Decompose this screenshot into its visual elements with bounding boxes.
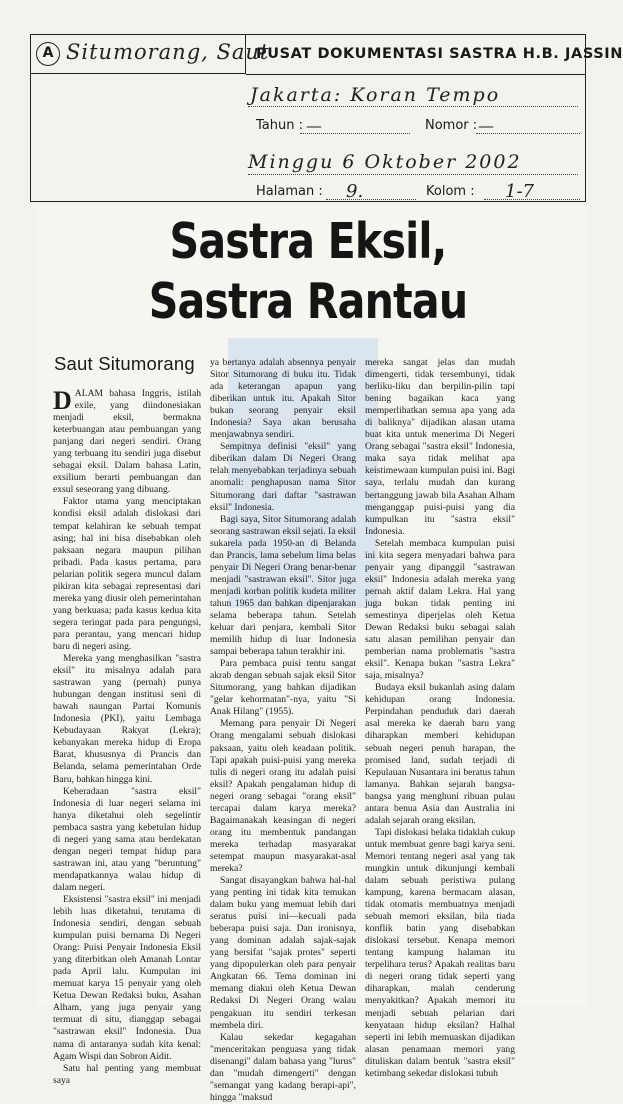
paragraph: Keberadaan "sastra eksil" Indonesia di luar negeri selama ini hanya diketahui oleh segelintir pembaca sastra yang kebetulan hidup di negeri yang sama atau berdekatan dengan negeri tempat hidup para sastrawan ini, atau yang "beruntung" mendapatkannya walau hidup di dalam negeri. <box>53 785 201 893</box>
kolom-rule <box>484 199 580 200</box>
source-rule <box>248 106 578 107</box>
headline-line-2: Sastra Rantau <box>148 273 468 330</box>
halaman-rule <box>326 199 416 200</box>
paragraph: Tapi dislokasi belaka tidaklah cukup untuk membuat genre bagi karya seni. Memori tentang negeri asal yang tak mungkin untuk dikunjungi kembali dalam sebuah peristiwa pulang kampung, karena bermacam alasan, tidak otomatis membuatnya menjadi sebuah memori eksilan, bila tiada konflik batin yang disebabkan dislokasi tersebut. Kenapa memori tentang kampung halaman itu terpelihara terus? Apakah realitas baru di negeri orang tidak seperti yang diharapkan, malah cenderung menyakitkan? Apakah memori itu menjadi sebuah pelarian dari kenyataan hidup eksilan? Halhal seperti ini lebih memuaskan dijadikan alasan penamaan memori yang dituliskan dalam bentuk "sastra eksil" ketimbang sekedar dislokasi tubuh <box>365 826 515 1079</box>
tahun-rule <box>300 133 410 134</box>
kolom-value: 1-7 <box>505 181 534 202</box>
article-column-2 <box>210 357 356 1103</box>
paragraph: Faktor utama yang menciptakan kondisi eksil adalah dislokasi dari tempat kelahiran ke sebuah tempat asing; hal ini bisa disebabkan oleh paksaan negara maupun pilihan pribadi. Pada kasus pertama, para pelarian politik segera muncul dalam pikiran kita sebagai representasi dari mereka yang diusir oleh pemerintahan yang berkuasa; pada kasus kedua kita segera teringat pada para pengungsi, para perantau, yang mencari hidup baru di negeri asing. <box>53 496 201 652</box>
paragraph: Bagi saya, Sitor Situmorang adalah seorang sastrawan eksil sejati. Ia eksil sukarela pada 1950-an di Belanda dan Prancis, lama sebelum lima belas penyair Di Negeri Orang benar-benar menjadi "sastrawan eksil". Sitor juga menjadi korban politik kudeta militer tahun 1965 dan bahkan dipenjarakan selama beberapa tahun. Setelah keluar dari penjara, kembali Sitor memilih hidup di luar Indonesia sampai beberapa tahun terakhir ini. <box>210 513 356 658</box>
archive-title: PUSAT DOKUMENTASI SASTRA H.B. JASSIN <box>256 46 623 62</box>
halaman-value: 9. <box>346 181 364 202</box>
date-rule <box>248 174 578 175</box>
paragraph: Eksistensi "sastra eksil" ini menjadi lebih luas diketahui, terutama di Indonesia sendiri, dengan sebuah kumpulan puisi bernama Di Negeri Orang: Puisi Penyair Indonesia Eksil yang diterbitkan oleh Amanah Lontar pada April lalu. Kumpulan ini memuat karya 15 penyair yang oleh Ketua Dewan Redaksi buku, Asahan Alham, yang juga penyair yang termuat di situ, dianggap sebagai "sastrawan eksil" Indonesia. Dua nama di antaranya sudah kita kenal: Agam Wispi dan Sobron Aidit. <box>53 893 201 1062</box>
paragraph: Kalau sekedar kegagahan "menceritakan penguasa yang tidak disenangi" dalam bahasa yang "lurus" dan "mudah dimengerti" dengan "semangat yang kadang berapi-api", hingga "maksud <box>210 1031 356 1103</box>
header-divider <box>246 74 586 75</box>
nomor-label: Nomor : <box>425 118 478 133</box>
author-handwritten: Situmorang, Saut <box>66 40 270 64</box>
nomor-rule <box>476 133 580 134</box>
source-handwritten: Jakarta: Koran Tempo <box>250 84 501 106</box>
headline-line-1: Sastra Eksil, <box>169 213 447 270</box>
nomor-value: — <box>478 116 494 135</box>
drop-cap: D <box>53 386 72 415</box>
tahun-label: Tahun : <box>256 118 303 133</box>
headline <box>148 212 467 332</box>
article-column-3 <box>365 357 516 1079</box>
paragraph: mereka sangat jelas dan mudah dimengerti, tidak tersembunyi, tidak berliku-liku dan berpilin-pilin tapi bening bagaikan kaca yang memperlihatkan semua apa yang ada di baliknya" dijadikan alasan utama buat kita untuk menerima Di Negeri Orang sebagai "sastra eksil" Indonesia, maka saya tidak melihat apa keistimewaan kumpulan puisi ini. Bagi saya, terlalu mudah dan kurang bertanggung jawab bila Asahan Alham menganggap puisi-puisi yang dia kumpulkan itu "sastra eksil" Indonesia. <box>365 357 516 537</box>
paragraph: Setelah membaca kumpulan puisi ini kita segera menyadari bahwa para penyair yang dipanggil "sastrawan eksil" Indonesia adalah mereka yang pernah aktif dalam Lekra. Hal yang juga bukan tidak penting ini semestinya diperjelas oleh Ketua Dewan Redaksi buku sebagai salah satu alasan pemilihan penyair dan pemberian nama problematis "sastra eksil". Kenapa bukan "sastra Lekra" saja, misalnya? <box>365 537 515 682</box>
paragraph: Satu hal penting yang membuat saya <box>53 1062 201 1086</box>
halaman-label: Halaman : <box>256 184 323 199</box>
category-circle: A <box>36 42 60 66</box>
article-column-1 <box>53 386 201 1086</box>
paragraph: Sempitnya definisi "eksil" yang diberikan dalam Di Negeri Orang telah menyebabkan terjadinya sebuah anomali: penghapusan nama Sitor Situmorang dari daftar "sastrawan eksil" Indonesia. <box>210 441 356 513</box>
paragraph: Para pembaca puisi tentu sangat akrab dengan sebuah sajak eksil Sitor Situmorang, yang bahkan dijadikan "gelar kehormatan"-nya, yaitu "Si Anak Hilang" (1955). <box>210 658 356 718</box>
kolom-label: Kolom : <box>426 184 475 199</box>
paragraph: Memang para penyair Di Negeri Orang mengalami sebuah dislokasi paksaan, yaitu oleh keadaan politik. Tapi apakah puisi-puisi yang mereka tulis di negeri orang itu adalah puisi eksil? Apakah pengalaman hidup di negeri orang sebagai "orang eksil" tercapai dalam karya mereka? Bagaimanakah keasingan di negeri orang itu membentuk pandangan mereka terhadap masyarakat setempat maupun masyarakat-asal mereka? <box>210 718 356 874</box>
paragraph: Budaya eksil bukanlah asing dalam kehidupan orang Indonesia. Perpindahan penduduk dari daerah asal mereka ke daerah baru yang diharapkan memberi kehidupan sebuah negeri penuh harapan, the promised land, sudah terjadi di Kepulauan Nusantara ini beratus tahun lamanya. Bahkan sejarah bangsa-bangsa yang menghuni ribuan pulau antara benua Asia dan Australia ini adalah sejarah orang eksilan. <box>365 682 515 826</box>
paragraph: Mereka yang menghasilkan "sastra eksil" itu misalnya adalah para sastrawan yang (pernah) punya hubungan dengan institusi seni di bawah naungan Partai Komunis Indonesia (PKI), yaitu Lembaga Kebudayaan Rakyat (Lekra); kebanyakan mereka hidup di Eropa Barat, khususnya di Prancis dan Belanda, selama pemerintahan Orde Baru, bahkan hingga kini. <box>53 653 201 785</box>
tahun-value: — <box>306 116 322 135</box>
date-handwritten: Minggu 6 Oktober 2002 <box>248 151 522 173</box>
paragraph: DALAM bahasa Inggris, istilah exile, yang diindonesiakan menjadi eksil, bermakna keterbuangan atau pembuangan yang panjang dari negeri sendiri. Orang yang terbuang itu sendiri juga disebut sebagai eksil. Dalam bahasa Latin, exsilium berarti pembuangan dan exsul seseorang yang dibuang. <box>53 386 201 496</box>
paragraph: Sangat disayangkan bahwa hal-hal yang penting ini tidak kita temukan dalam buku yang memuat lebih dari seratus puisi ini—kecuali pada beberapa puisi saja. Dan ironisnya, yang dominan adalah sajak-sajak yang bersifat "sajak protes" seperti yang dipopulerkan oleh para penyair Angkatan 66. Tema dominan ini memang diakui oleh Ketua Dewan Redaksi Di Negeri Orang walau pengakuan itu sendiri terkesan membela diri. <box>210 875 356 1031</box>
byline: Saut Situmorang <box>54 353 195 374</box>
paragraph: ya bertanya adalah absennya penyair Sitor Situmorang di buku itu. Tidak ada keterangan apapun yang diberikan untuk itu. Apakah Sitor bukan seorang penyair eksil Indonesia? Saya akan berusaha menjawabnya sendiri. <box>210 357 356 441</box>
